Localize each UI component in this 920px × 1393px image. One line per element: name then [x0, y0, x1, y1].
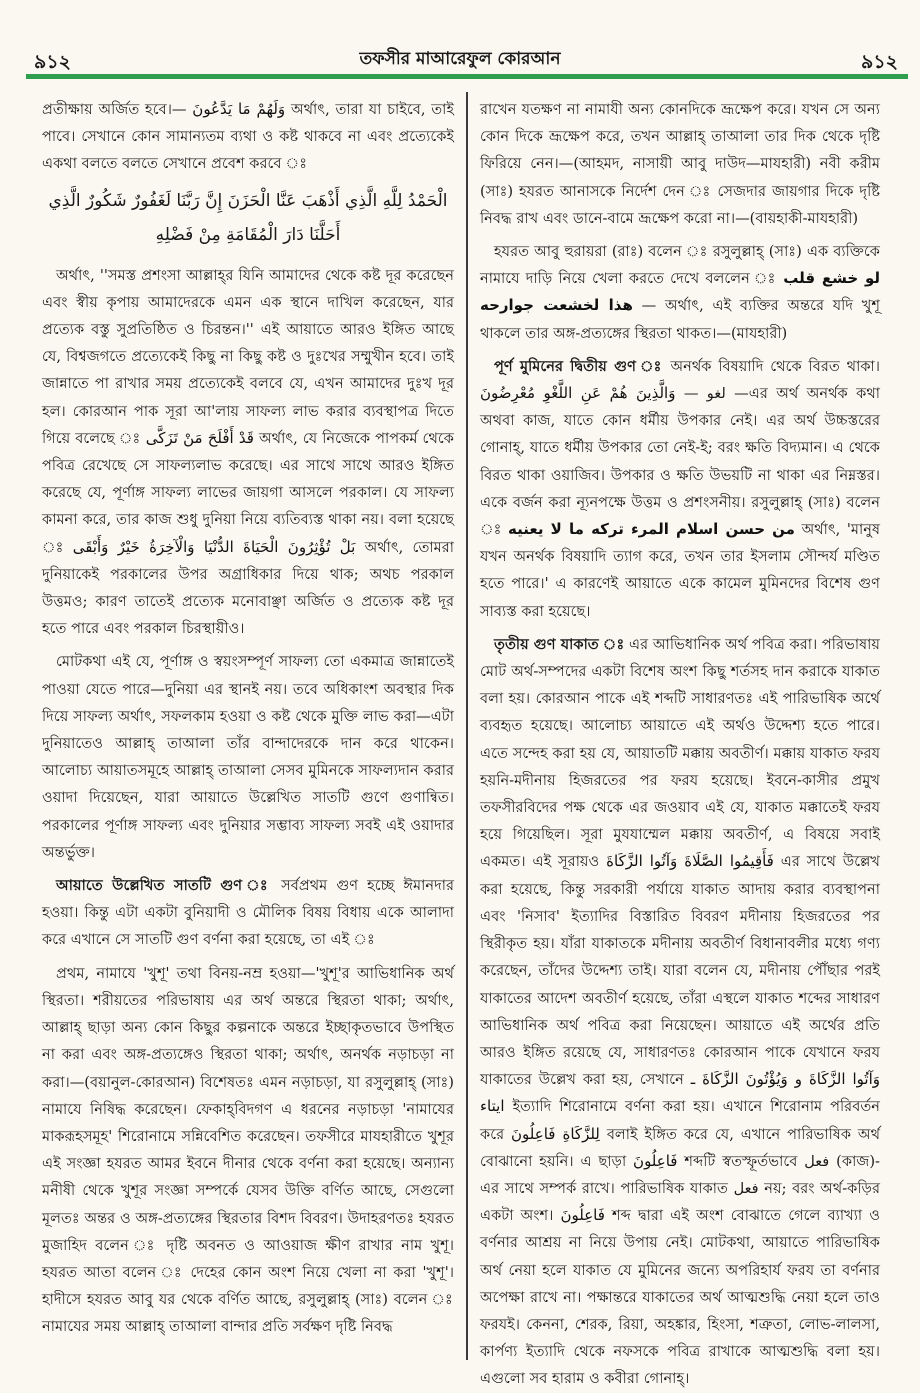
arabic-verse: قَدْ أَفْلَحَ مَنْ تَزَكَّى: [145, 428, 254, 447]
text-span: সর্বপ্রথম গুণ হচ্ছে ঈমানদার হওয়া। কিন্তু এটা একটা বুনিয়াদী ও মৌলিক বিষয় বিধায় একে আলাদা করে এখানে সে সাতটি গুণ বর্ণনা করা হয়েছে, তা এই ঃ: [42, 877, 455, 949]
arabic-verse: لِلزَّكَاةِ فَاعِلُونَ: [511, 1124, 600, 1143]
text-span: বলাই ইঙ্গিত করে যে, এখানে পারিভাষিক অর্থ বোঝানো হয়নি। এ ছাড়া: [480, 1125, 881, 1170]
running-title: তফসীর মাআরেফুল কোরআন: [359, 49, 561, 69]
text-span: হযরত আবু হুরায়রা (রাঃ) বলেন ঃ রসুলুল্লাহ্‌ (সাঃ) এক ব্যক্তিকে নামাযে দাড়ি নিয়ে খেলা করতে দেখে বললেন ঃ: [480, 243, 880, 288]
arabic-word: فَاعِلُونَ: [633, 1151, 678, 1170]
page-number-right: ৯১২: [860, 51, 898, 73]
arabic-hadith: من حسن اسلام المرء تركه ما لا يعنيه: [508, 520, 795, 539]
paragraph: [480, 631, 880, 1393]
arabic-verse-block: [42, 184, 454, 252]
section-heading: পূর্ণ মুমিনের দ্বিতীয় গুণ ঃ: [494, 357, 664, 375]
paragraph: [42, 648, 454, 866]
text-span: ইত্যাদি শিরোনামে বর্ণনা করা হয়। এখানে শিরোনাম পরিবর্তন করে: [480, 1098, 880, 1143]
paragraph: [42, 96, 454, 178]
left-column: [42, 96, 454, 1360]
arabic-verse-line: أَحَلَّنَا دَارَ الْمُقَامَةِ مِنْ فَضْلِهِ: [155, 224, 341, 245]
page-header: [0, 0, 920, 78]
text-span: অনর্থক বিষয়াদি থেকে বিরত থাকা।: [670, 357, 880, 375]
page-number-left: ৯১২: [34, 51, 72, 73]
text-span: অর্থাৎ, তারা যা চাইবে, তাই পাবে। সেখানে কোন সামান্যতম ব্যথা ও কষ্ট থাকবে না এবং প্রত্যেকেই একথা বলতে বলতে সেখানে প্রবেশ করবে ঃ: [42, 101, 455, 173]
column-divider: [466, 92, 468, 1360]
arabic-verse: بَلْ تُؤْثِرُونَ الْحَيَاةَ الدُّنْيَا وَالْآخِرَةُ خَيْرٌ وَأَبْقَى: [72, 537, 356, 556]
arabic-verse: وَآتُوا الزَّكَاةَ و وَيُؤْتُونَ الزَّكَاةَ ـ ايتاء: [480, 1070, 881, 1116]
text-span: অর্থাৎ, তোমরা দুনিয়াকেই পরকালের উপর অগ্রাধিকার দিয়ে থাক; অথচ পরকাল উত্তমও; কারণ তাতেই প্রত্যেক মনোবাঞ্ছা অর্জিত ও প্রত্যেক কষ্ট দূর হতে পারে এবং পরকাল চিরস্থায়ীও।: [42, 538, 455, 638]
text-span: প্রথম, নামাযে 'খুশূ' তথা বিনয়-নম্র হওয়া—'খুশূ'র আভিধানিক অর্থ স্থিরতা। শরীয়তের পরিভাষায় এর অর্থ অন্তরে স্থিরতা থাকা; অর্থাৎ, আল্লাহ্‌ ছাড়া অন্য কোন কিছুর কল্পনাকে অন্তরে ইচ্ছাকৃতভাবে উপস্থিত না করা এবং অঙ্গ-প্রত্যঙ্গেও স্থিরতা থাকা; অর্থাৎ, অনর্থক নড়াচড়া না করা।—(বয়ানুল-কোরআন) বিশেষতঃ এমন নড়াচড়া, যা রসুলুল্লাহ্‌ (সাঃ) নামাযে নিষিদ্ধ করেছেন। ফেকাহ্‌বিদগণ এ ধরনের নড়াচড়া 'নামাযের মাকরূহসমূহ' শিরোনামে সন্নিবেশিত করেছেন। তফসীরে মাযহারীতে খুশূর এই সংজ্ঞা হযরত আমর ইবনে দীনার থেকে বর্ণনা করা হয়েছে। অন্যান্য মনীষী থেকে খুশূর সংজ্ঞা সম্পর্কে যেসব উক্তি বর্ণিত আছে, সেগুলো মূলতঃ অন্তর ও অঙ্গ-প্রত্যঙ্গের স্থিরতার বিশদ বিবরণ। উদাহরণতঃ হযরত মুজাহিদ বলেন ঃ দৃষ্টি অবনত ও আওয়াজ ক্ষীণ রাখার নাম খুশূ। হযরত আতা বলেন ঃ দেহের কোন অংশ নিয়ে খেলা না করা 'খুশূ'। হাদীসে হযরত আবু যর থেকে বর্ণিত আছে, রসুলুল্লাহ্‌ (সাঃ) বলেন ঃ নামাযের সময় আল্লাহ্‌ তাআলা বান্দার প্রতি সর্বক্ষণ দৃষ্টি নিবদ্ধ: [42, 964, 454, 1336]
paragraph: [480, 353, 880, 625]
text-span: রাখেন যতক্ষণ না নামাযী অন্য কোনদিকে ভ্রূক্ষেপ করে। যখন সে অন্য কোন দিকে ভ্রূক্ষেপ করে, তখন আল্লাহ্‌ তাআলা তার দিক থেকে দৃষ্টি ফিরিয়ে নেন।—(আহমদ, নাসায়ী আবু দাউদ—মাযহারী) নবী করীম (সাঃ) হযরত আনাসকে নির্দেশ দেন ঃ সেজদার জায়গার দিকে দৃষ্টি নিবদ্ধ রাখ এবং ডানে-বামে ভ্রূক্ষেপ করো না।—(বায়হাকী-মাযহারী): [480, 101, 880, 227]
right-column: [480, 96, 881, 1388]
header-rule: [26, 74, 908, 79]
section-heading: আয়াতে উল্লেখিত সাতটি গুণ ঃ: [56, 877, 273, 895]
arabic-hadith: لو خشع قلب هذا لخشعت جوارحه: [480, 269, 881, 315]
text-span: এর আভিধানিক অর্থ পবিত্র করা। পরিভাষায় মোট অর্থ-সম্পদের একটা বিশেষ অংশ কিছু শর্তসহ দান করাকে যাকাত বলা হয়। কোরআন পাকে এই শব্দটি সাধারণতঃ এই পারিভাষিক অর্থে ব্যবহৃত হয়েছে। আলোচ্য আয়াতে এই অর্থও উদ্দেশ্য হতে পারে। এতে সন্দেহ করা হয় যে, আয়াতটি মক্কায় অবতীর্ণ। মক্কায় যাকাত ফরয হয়নি-মদীনায় হিজরতের পর ফরয হয়েছে। ইবনে-কাসীর প্রমুখ তফসীরবিদের পক্ষ থেকে এর জওয়াব এই যে, যাকাত মক্কাতেই ফরয হয়ে গিয়েছিল। সূরা মুযযাম্মেল মক্কায় অবতীর্ণ, এ বিষয়ে সবাই একমত। এই সূরায়ও: [480, 635, 880, 871]
arabic-verse: فَأَقِيمُوا الصَّلَاةَ وَآتُوا الزَّكَاةَ: [606, 852, 774, 871]
text-span: — অর্থাৎ, এই ব্যক্তির অন্তরে যদি খুশূ থাকলে তার অঙ্গ-প্রত্যঙ্গের স্থিরতা থাকত।—(মাযহারী): [480, 297, 880, 342]
text-span: শব্দটি স্বতস্ফূর্তভাবে فعل (কাজ)-এর সাথে সম্পর্ক রাখে। পারিভাষিক যাকাত فعل নয়; বরং অর্থ-কড়ির একটা অংশ।: [480, 1152, 880, 1225]
arabic-verse: وَلَهُمْ مَا يَدَّعُونَ: [192, 100, 286, 118]
text-span: শব্দ দ্বারা এই অংশ বোঝাতে গেলে ব্যাখ্যা ও বর্ণনার আশ্রয় না নিয়ে উপায় নেই। মোটকথা, আয়াতে পারিভাষিক অর্থ নেয়া হলে যাকাত যে মুমিনের জন্যে অপরিহার্য ফরয তা বর্ণনার অপেক্ষা রাখে না। পক্ষান্তরে যাকাতের অর্থ আত্মশুদ্ধি নেয়া হলে তাও ফরযই। কেননা, শেরক, রিয়া, অহঙ্কার, হিংসা, শত্রুতা, লোভ-লালসা, কার্পণ্য ইত্যাদি থেকে নফসকে পবিত্র রাখাকে আত্মশুদ্ধি বলা হয়। এগুলো সব হারাম ও কবীরা গোনাহ্‌।: [480, 1207, 880, 1388]
paragraph: [480, 238, 880, 347]
text-span: মোটকথা এই যে, পূর্ণাঙ্গ ও স্বয়ংসম্পূর্ণ সাফল্য তো একমাত্র জান্নাতেই পাওয়া যেতে পারে—দুনিয়া এর স্থানই নয়। তবে অধিকাংশ অবস্থার দিক দিয়ে সাফল্য অর্থাৎ, সফলকাম হওয়া ও কষ্ট থেকে মুক্তি লাভ করা—এটা দুনিয়াতেও আল্লাহ্‌ তাআলা তাঁর বান্দাদেরকে দান করে থাকেন। আলোচ্য আয়াতসমূহে আল্লাহ্‌ তাআলা সেসব মুমিনকে সাফল্যদান করার ওয়াদা দিয়েছেন, যারা আয়াতে উল্লেখিত সাতটি গুণে গুণান্বিত। পরকালের পূর্ণাঙ্গ সাফল্য এবং দুনিয়ার সম্ভাব্য সাফল্য সবই এই ওয়াদার অন্তর্ভুক্ত।: [42, 653, 454, 861]
arabic-verse: وَالَّذِينَ هُمْ عَنِ اللَّغْوِ مُعْرِضُونَ: [480, 384, 676, 403]
arabic-verse-line: الْحَمْدُ لِلَّهِ الَّذِي أَذْهَبَ عَنَّا الْحَزَنَ إِنَّ رَبَّنَا لَغَفُورٌ شَكُورٌ الَّذِي: [48, 190, 448, 211]
text-span: অর্থাৎ, ''সমস্ত প্রশংসা আল্লাহ্‌র যিনি আমাদের থেকে কষ্ট দূর করেছেন এবং স্বীয় কৃপায় আমাদেরকে এমন এক স্থানে দাখিল করেছেন, যার প্রত্যেক বস্তু সুপ্রতিষ্ঠিত ও চিরন্তন।'' এই আয়াতে আরও ইঙ্গিত আছে যে, বিশ্বজগতে প্রত্যেকেই কিছু না কিছু কষ্ট ও দুঃখের সম্মুখীন হবে। তাই জান্নাতে পা রাখার সময় প্রত্যেকেই বলবে যে, এখন আমাদের দুঃখ দূর হল। কোরআন পাক সূরা আ'লায় সাফল্য লাভ করার ব্যবস্থাপত্র দিতে গিয়ে বলেছে ঃ: [42, 266, 454, 447]
arabic-word: فَاعِلُونَ: [560, 1206, 605, 1225]
paragraph: [42, 872, 454, 954]
text-span: এর সাথে উল্লেখ করা হয়েছে, কিন্তু সরকারী পর্যায়ে যাকাত আদায় করার ব্যবস্থাপনা এবং 'নিসাব' ইত্যাদির বিস্তারিত বিবরণ মদীনায় হিজরতের পর স্থিরীকৃত হয়। যাঁরা যাকাতকে মদীনায় অবতীর্ণ বিধানাবলীর মধ্যে গণ্য করেছেন, তাঁদের উদ্দেশ্য তাই। যারা বলেন যে, মদীনায় পৌঁছার পরই যাকাতের আদেশ অবতীর্ণ হয়েছে, তাঁরা এস্থলে যাকাত শব্দের সাধারণ আভিধানিক অর্থ পবিত্র করা নিয়েছেন। আয়াতে এই অর্থের প্রতি আরও ইঙ্গিত রয়েছে যে, সাধারণতঃ কোরআন পাকে যেখানে ফরয যাকাতের উল্লেখ করা হয়, সেখানে: [480, 853, 881, 1089]
text-span: অর্থাৎ, যে নিজেকে পাপকর্ম থেকে পবিত্র রেখেছে সে সাফল্যলাভ করেছে। এর সাথে সাথে আরও ইঙ্গিত করেছে যে, পূর্ণাঙ্গ সাফল্য লাভের জায়গা আসলে পরকাল। যে সাফল্য কামনা করে, তার কাজ শুধু দুনিয়া নিয়ে ব্যতিব্যস্ত থাকা নয়। বলা হয়েছে ঃ: [42, 429, 454, 556]
paragraph: [42, 960, 454, 1341]
paragraph: [480, 96, 880, 232]
text-span: প্রতীক্ষায় অর্জিত হবে।—: [42, 101, 187, 118]
text-span: — لغو —এর অর্থ অনর্থক কথা অথবা কাজ, যাতে কোন ধর্মীয় উপকার নেই। এর অর্থ উচ্চস্তরের গোনাহ্‌, যাতে ধর্মীয় উপকার তো নেই-ই; বরং ক্ষতি বিদ্যমান। এ থেকে বিরত থাকা ওয়াজিব। উপকার ও ক্ষতি উভয়টি না থাকা এর নিম্নস্তর। একে বর্জন করা ন্যূনপক্ষে উত্তম ও প্রশংসনীয়। রসুলুল্লাহ্‌ (সাঃ) বলেন ঃ: [480, 385, 880, 539]
section-heading: তৃতীয় গুণ যাকাত ঃ: [494, 635, 625, 653]
paragraph: [42, 262, 454, 643]
text-span: অর্থাৎ, 'মানুষ যখন অনর্থক বিষয়াদি ত্যাগ করে, তখন তার ইসলাম সৌন্দর্য মণ্ডিত হতে পারে।' এ কারণেই আয়াতে একে কামেল মুমিনদের বিশেষ গুণ সাব্যস্ত করা হয়েছে।: [480, 521, 881, 620]
